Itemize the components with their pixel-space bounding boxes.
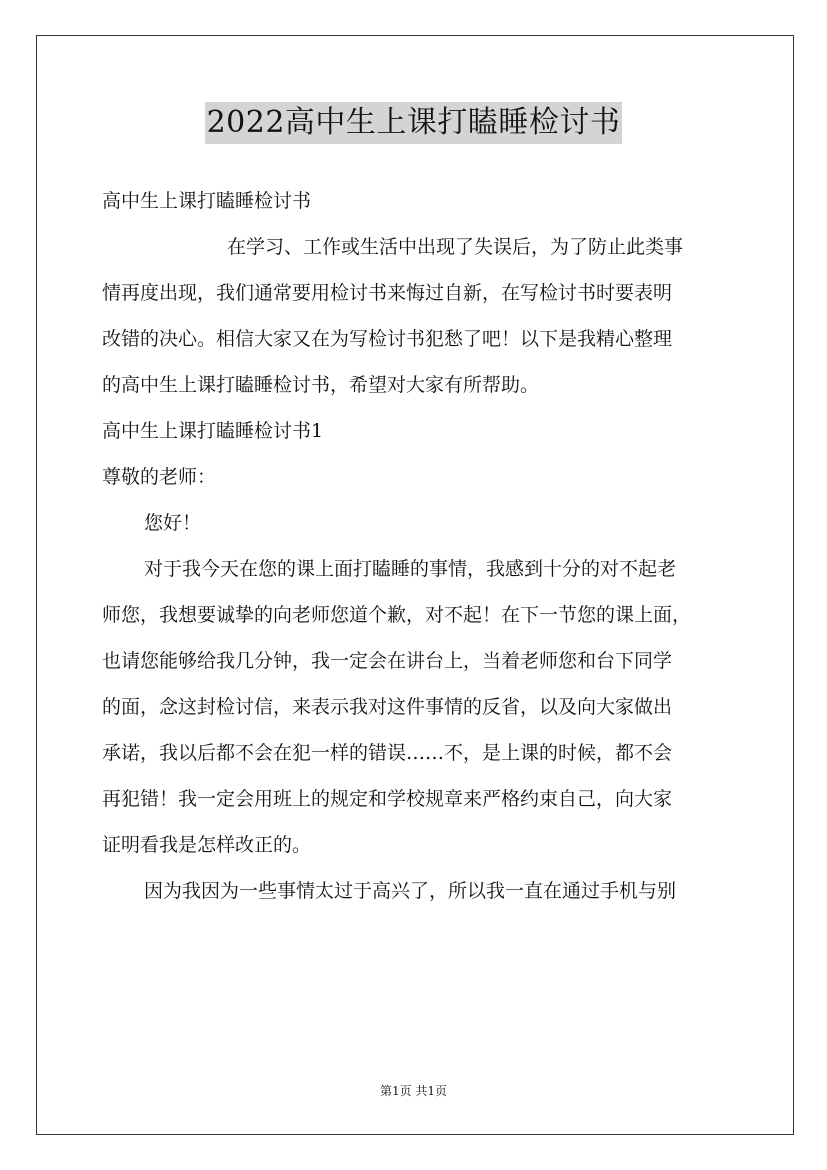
title-block [0, 102, 827, 144]
paragraph1-line-6: 再犯错！我一定会用班上的规定和学校规章来严格约束自己，向大家 [102, 788, 673, 810]
document-body [102, 178, 728, 914]
page-footer: 第1页 共1页 [379, 1084, 448, 1098]
paragraph2-line-1: 因为我因为一些事情太过于高兴了，所以我一直在通过手机与别 [144, 880, 677, 902]
greeting: 您好！ [144, 512, 202, 534]
paragraph1-line-2: 师您，我想要诚挚的向老师您道个歉，对不起！在下一节您的课上面， [102, 604, 692, 626]
intro-line-1: 在学习、工作或生活中出现了失误后，为了防止此类事 [227, 236, 684, 258]
salutation: 尊敬的老师： [102, 466, 217, 488]
paragraph1-line-7: 证明看我是怎样改正的。 [102, 834, 312, 856]
intro-line-2: 情再度出现，我们通常要用检讨书来悔过自新，在写检讨书时要表明 [102, 282, 673, 304]
section-title: 高中生上课打瞌睡检讨书1 [102, 420, 324, 442]
paragraph1-line-5: 承诺，我以后都不会在犯一样的错误……不，是上课的时候，都不会 [102, 742, 673, 764]
subtitle: 高中生上课打瞌睡检讨书 [102, 190, 312, 212]
document-title: 2022高中生上课打瞌睡检讨书 [205, 102, 623, 144]
paragraph1-line-1: 对于我今天在您的课上面打瞌睡的事情，我感到十分的对不起老 [144, 558, 677, 580]
paragraph1-line-3: 也请您能够给我几分钟，我一定会在讲台上，当着老师您和台下同学 [102, 650, 673, 672]
intro-line-3: 改错的决心。相信大家又在为写检讨书犯愁了吧！以下是我精心整理 [102, 328, 673, 350]
paragraph1-line-4: 的面，念这封检讨信，来表示我对这件事情的反省，以及向大家做出 [102, 696, 673, 718]
intro-line-4: 的高中生上课打瞌睡检讨书，希望对大家有所帮助。 [102, 374, 540, 396]
